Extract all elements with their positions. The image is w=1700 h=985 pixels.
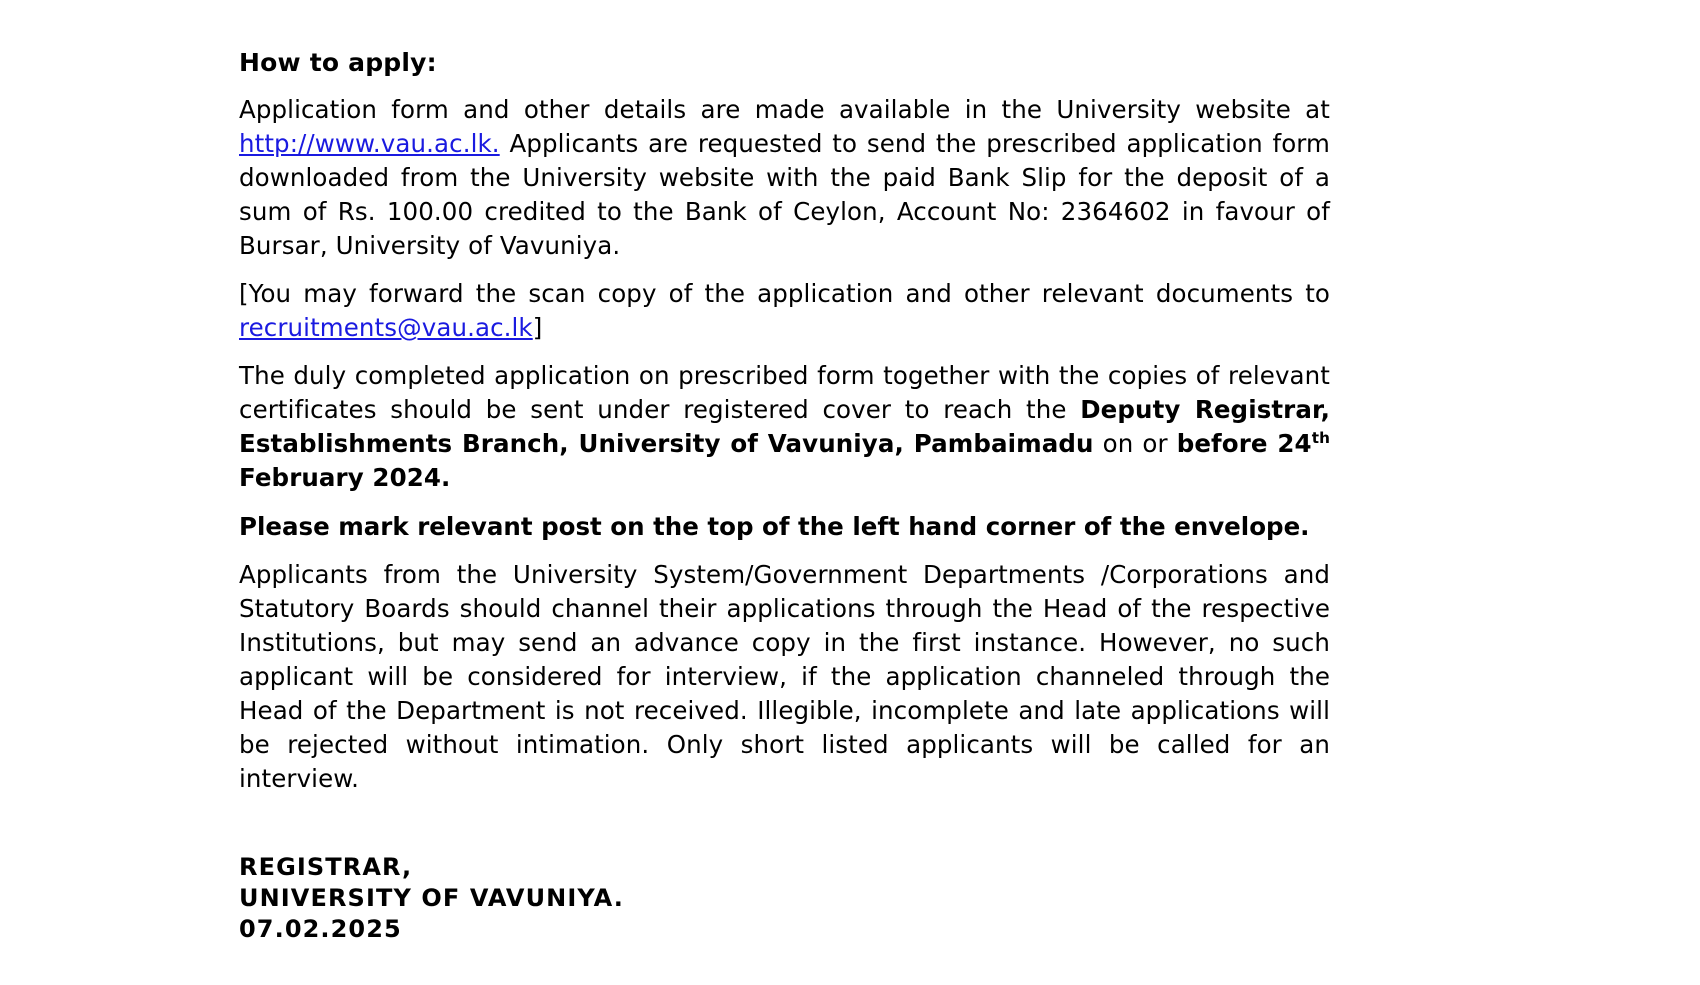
paragraph-application-details	[239, 93, 1330, 263]
signature-line-date: 07.02.2025	[239, 915, 402, 944]
paragraph-channeling-rules: Applicants from the University System/Government Departments /Corporations and Statutory Boards should channel their applications through the Head of the respective Institutions, but may send an advance copy in the first instance. However, no such applicant will be considered for interview, if the application channeled through the Head of the Department is not received. Illegible, incomplete and late applications will be rejected without intimation. Only short listed applicants will be called for an interview.	[239, 559, 1330, 793]
section-heading-how-to-apply: How to apply:	[239, 48, 437, 77]
document-body	[239, 46, 1330, 796]
ordinal-suffix: th	[1311, 429, 1330, 448]
recipient-address-bold: Deputy Registrar, Establishments Branch, University of Vavuniya, Pambaimadu	[239, 395, 1330, 459]
recruitments-email-link[interactable]: recruitments@vau.ac.lk	[239, 313, 533, 343]
paragraph-3-text-part-1: The duly completed application on prescribed form together with the copies of relevant certificates should be sent under registered cover to reach the	[239, 361, 1330, 425]
signature-line-university: UNIVERSITY OF VAVUNIYA.	[239, 884, 624, 913]
deadline-date-prefix: before 24	[1176, 429, 1312, 459]
signature-line-registrar: REGISTRAR,	[239, 853, 413, 881]
envelope-marking-notice: Please mark relevant post on the top of the left hand corner of the envelope.	[239, 511, 1310, 541]
paragraph-2-text-after-link: ]	[532, 313, 543, 343]
paragraph-1-text-before-link: Application form and other details are made available in the University website at	[239, 95, 1330, 124]
deadline-date-suffix: February 2024.	[239, 463, 451, 493]
paragraph-submission-instructions	[239, 359, 1330, 495]
paragraph-scan-copy-note	[239, 277, 1330, 345]
paragraph-3-text-part-2: on or	[1093, 429, 1177, 459]
signature-block	[239, 852, 624, 946]
paragraph-1-text-after-link: Applicants are requested to send the prescribed application form downloaded from the University website with the paid Bank Slip for the deposit of a sum of Rs. 100.00 credited to the Bank of Ceylon, Account No: 2364602 in favour of Bursar, University of Vavuniya.	[239, 129, 1330, 261]
paragraph-2-text-before-link: [You may forward the scan copy of the application and other relevant documents to	[239, 279, 1330, 309]
university-website-link[interactable]: http://www.vau.ac.lk.	[239, 129, 500, 159]
